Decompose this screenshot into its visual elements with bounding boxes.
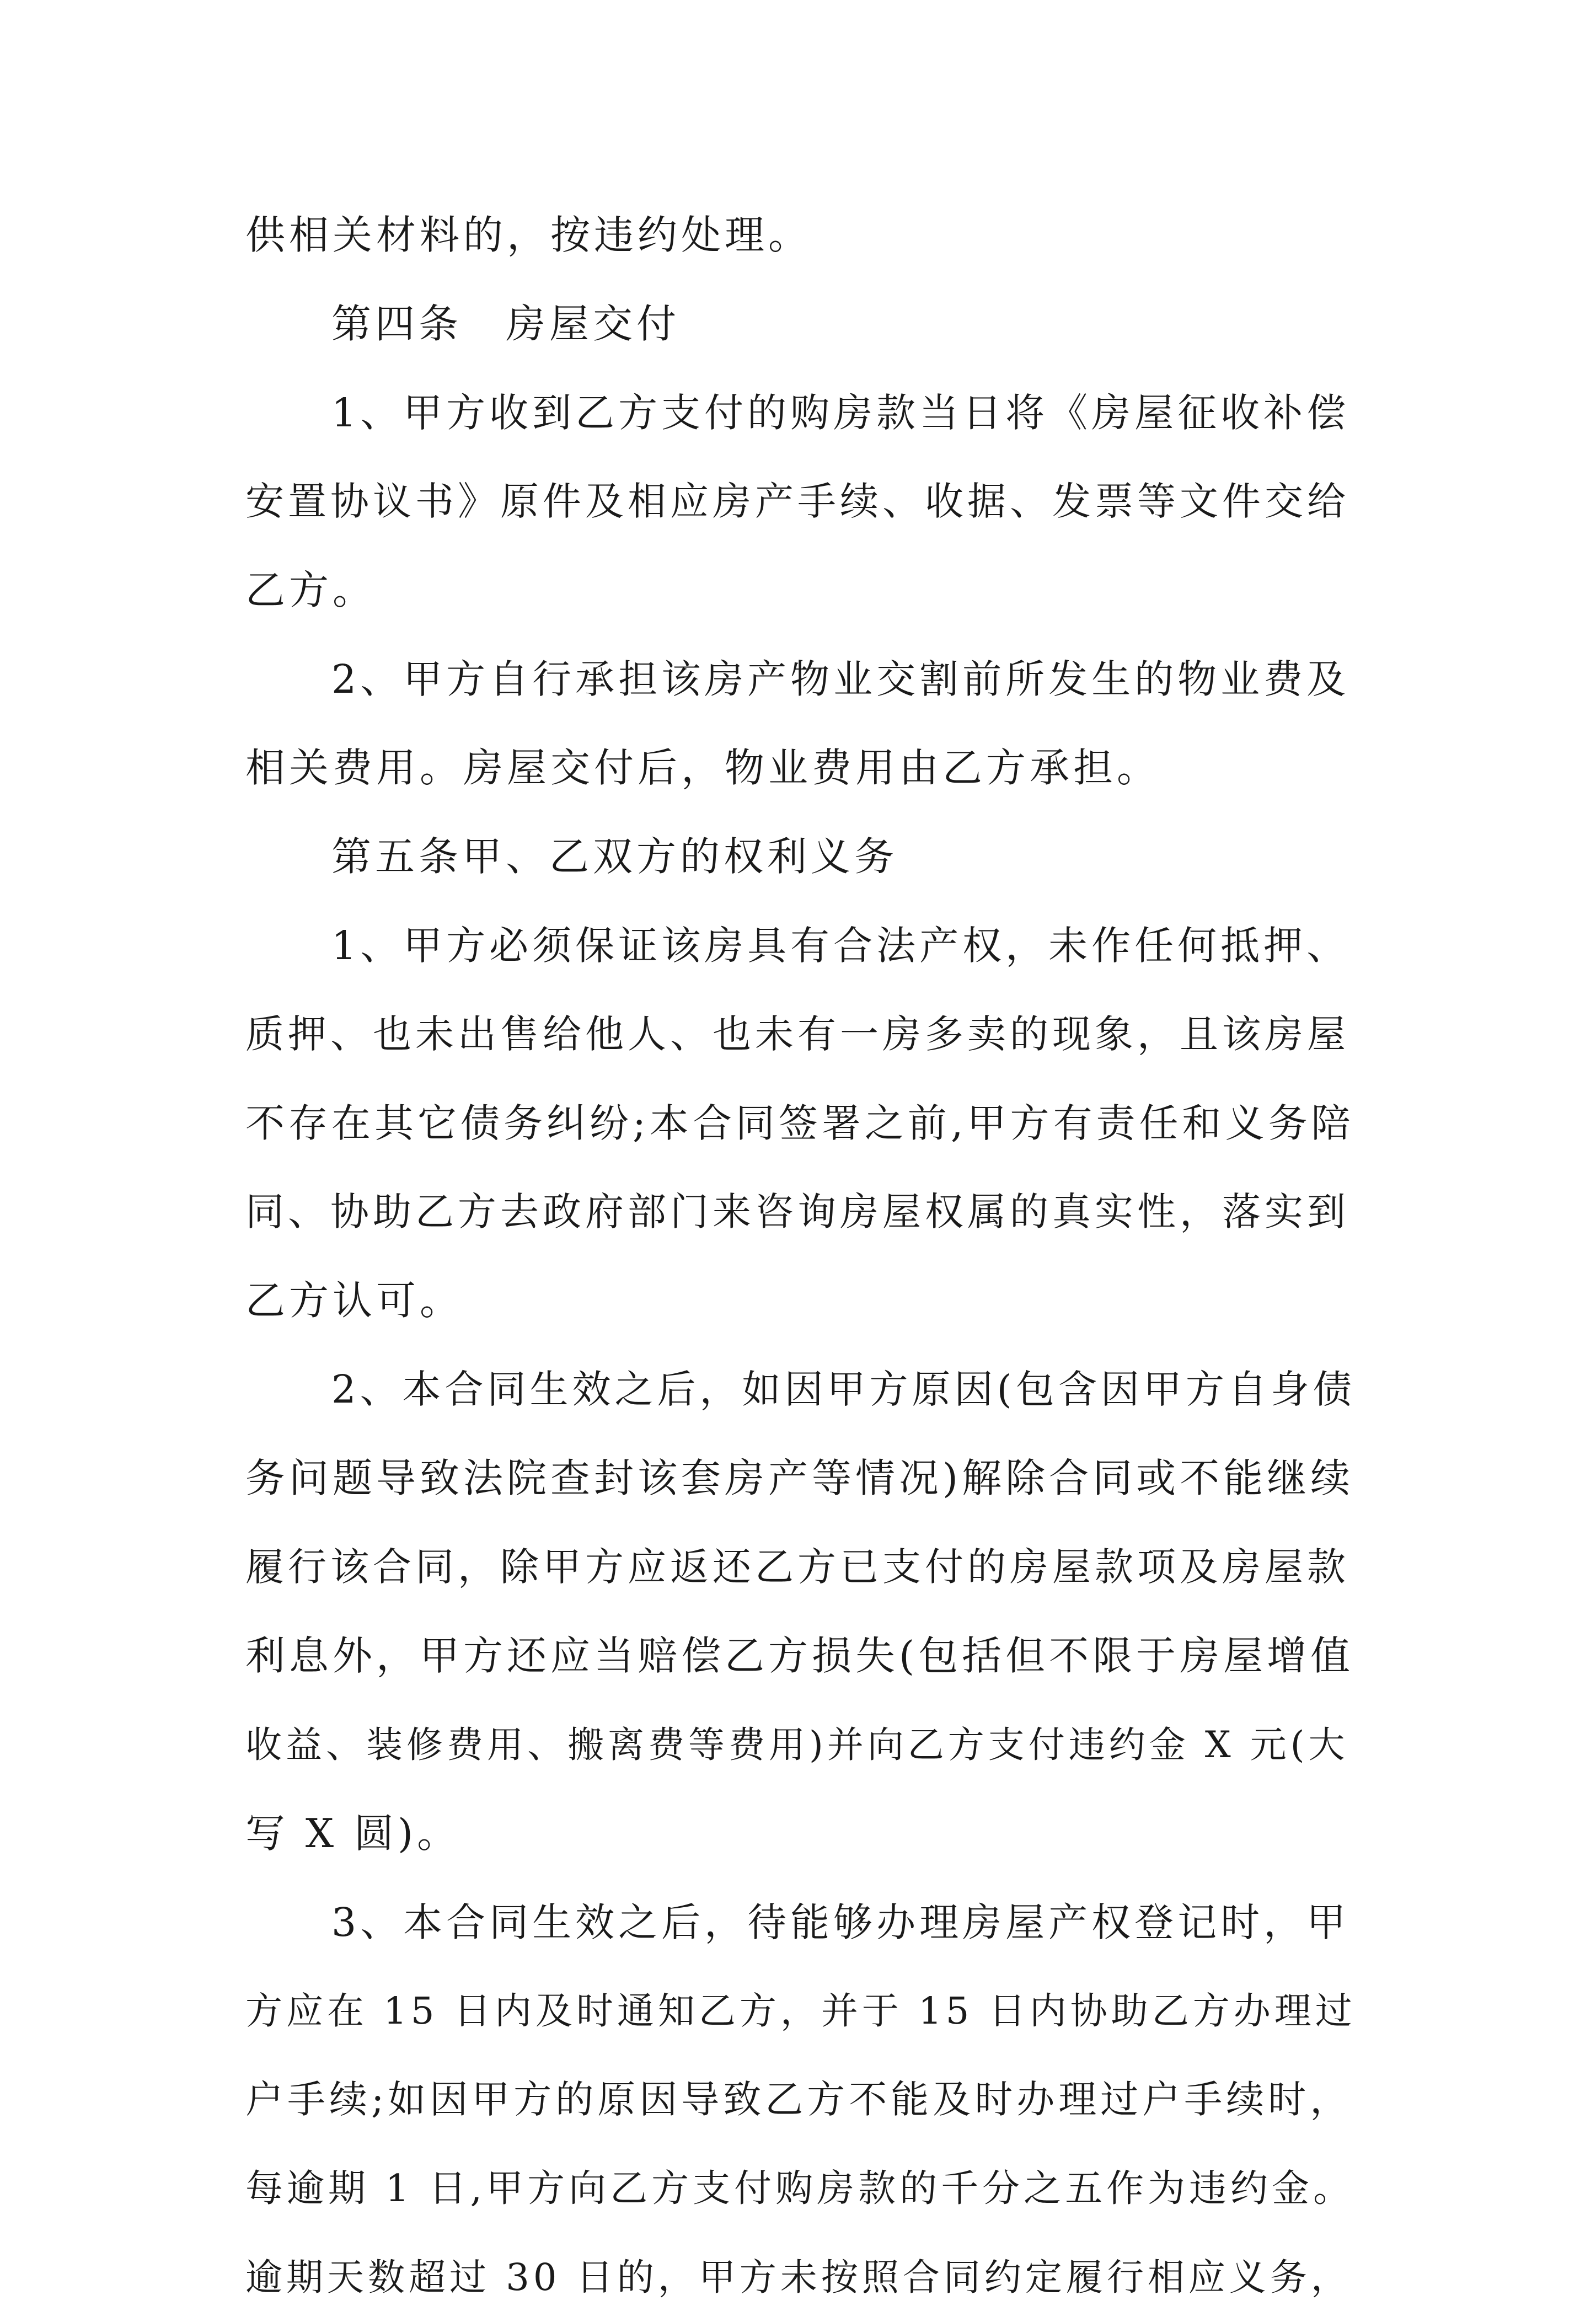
text-line: 不存在其它债务纠纷;本合同签署之前,甲方有责任和义务陪 [245,1100,1354,1146]
text-line: 履行该合同，除甲方应返还乙方已支付的房屋款项及房屋款 [245,1544,1349,1590]
text-line: 同、协助乙方去政府部门来咨询房屋权属的真实性，落实到 [245,1189,1349,1234]
text-line: 乙方。 [245,567,377,613]
text-line: 利息外，甲方还应当赔偿乙方损失(包括但不限于房屋增值 [245,1633,1354,1679]
text-line: 2、甲方自行承担该房产物业交割前所发生的物业费及 [331,656,1350,702]
text-line: 务问题导致法院查封该套房产等情况)解除合同或不能继续 [245,1455,1354,1501]
text-line: 2、本合同生效之后，如因甲方原因(包含因甲方自身债 [331,1367,1356,1412]
text-line: 写 X 圆)。 [245,1810,461,1856]
text-line: 方应在 15 日内及时通知乙方，并于 15 日内协助乙方办理过 [245,1989,1356,2032]
text-line: 户手续;如因甲方的原因导致乙方不能及时办理过户手续时， [245,2078,1352,2122]
section-heading-article-4: 第四条 房屋交付 [331,301,681,347]
text-line: 供相关材料的，按违约处理。 [245,212,812,258]
text-line: 每逾期 1 日,甲方向乙方支付购房款的千分之五作为违约金。 [245,2167,1355,2211]
text-line: 3、本合同生效之后，待能够办理房屋产权登记时，甲 [331,1900,1350,1945]
text-line: 乙方认可。 [245,1277,464,1324]
text-line: 1、甲方必须保证该房具有合法产权，未作任何抵押、 [331,923,1350,969]
text-line: 相关费用。房屋交付后，物业费用由乙方承担。 [245,745,1161,791]
text-line: 安置协议书》原件及相应房产手续、收据、发票等文件交给 [245,479,1349,524]
section-heading-article-5: 第五条甲、乙双方的权利义务 [331,833,898,880]
text-line: 收益、装修费用、搬离费等费用)并向乙方支付违约金 X 元(大 [245,1724,1349,1766]
document-body [245,191,1357,2322]
text-line: 质押、也未出售给他人、也未有一房多卖的现象，且该房屋 [245,1012,1349,1057]
text-line: 逾期天数超过 30 日的，甲方未按照合同约定履行相应义务， [245,2256,1352,2299]
text-line: 1、甲方收到乙方支付的购房款当日将《房屋征收补偿 [331,390,1350,436]
